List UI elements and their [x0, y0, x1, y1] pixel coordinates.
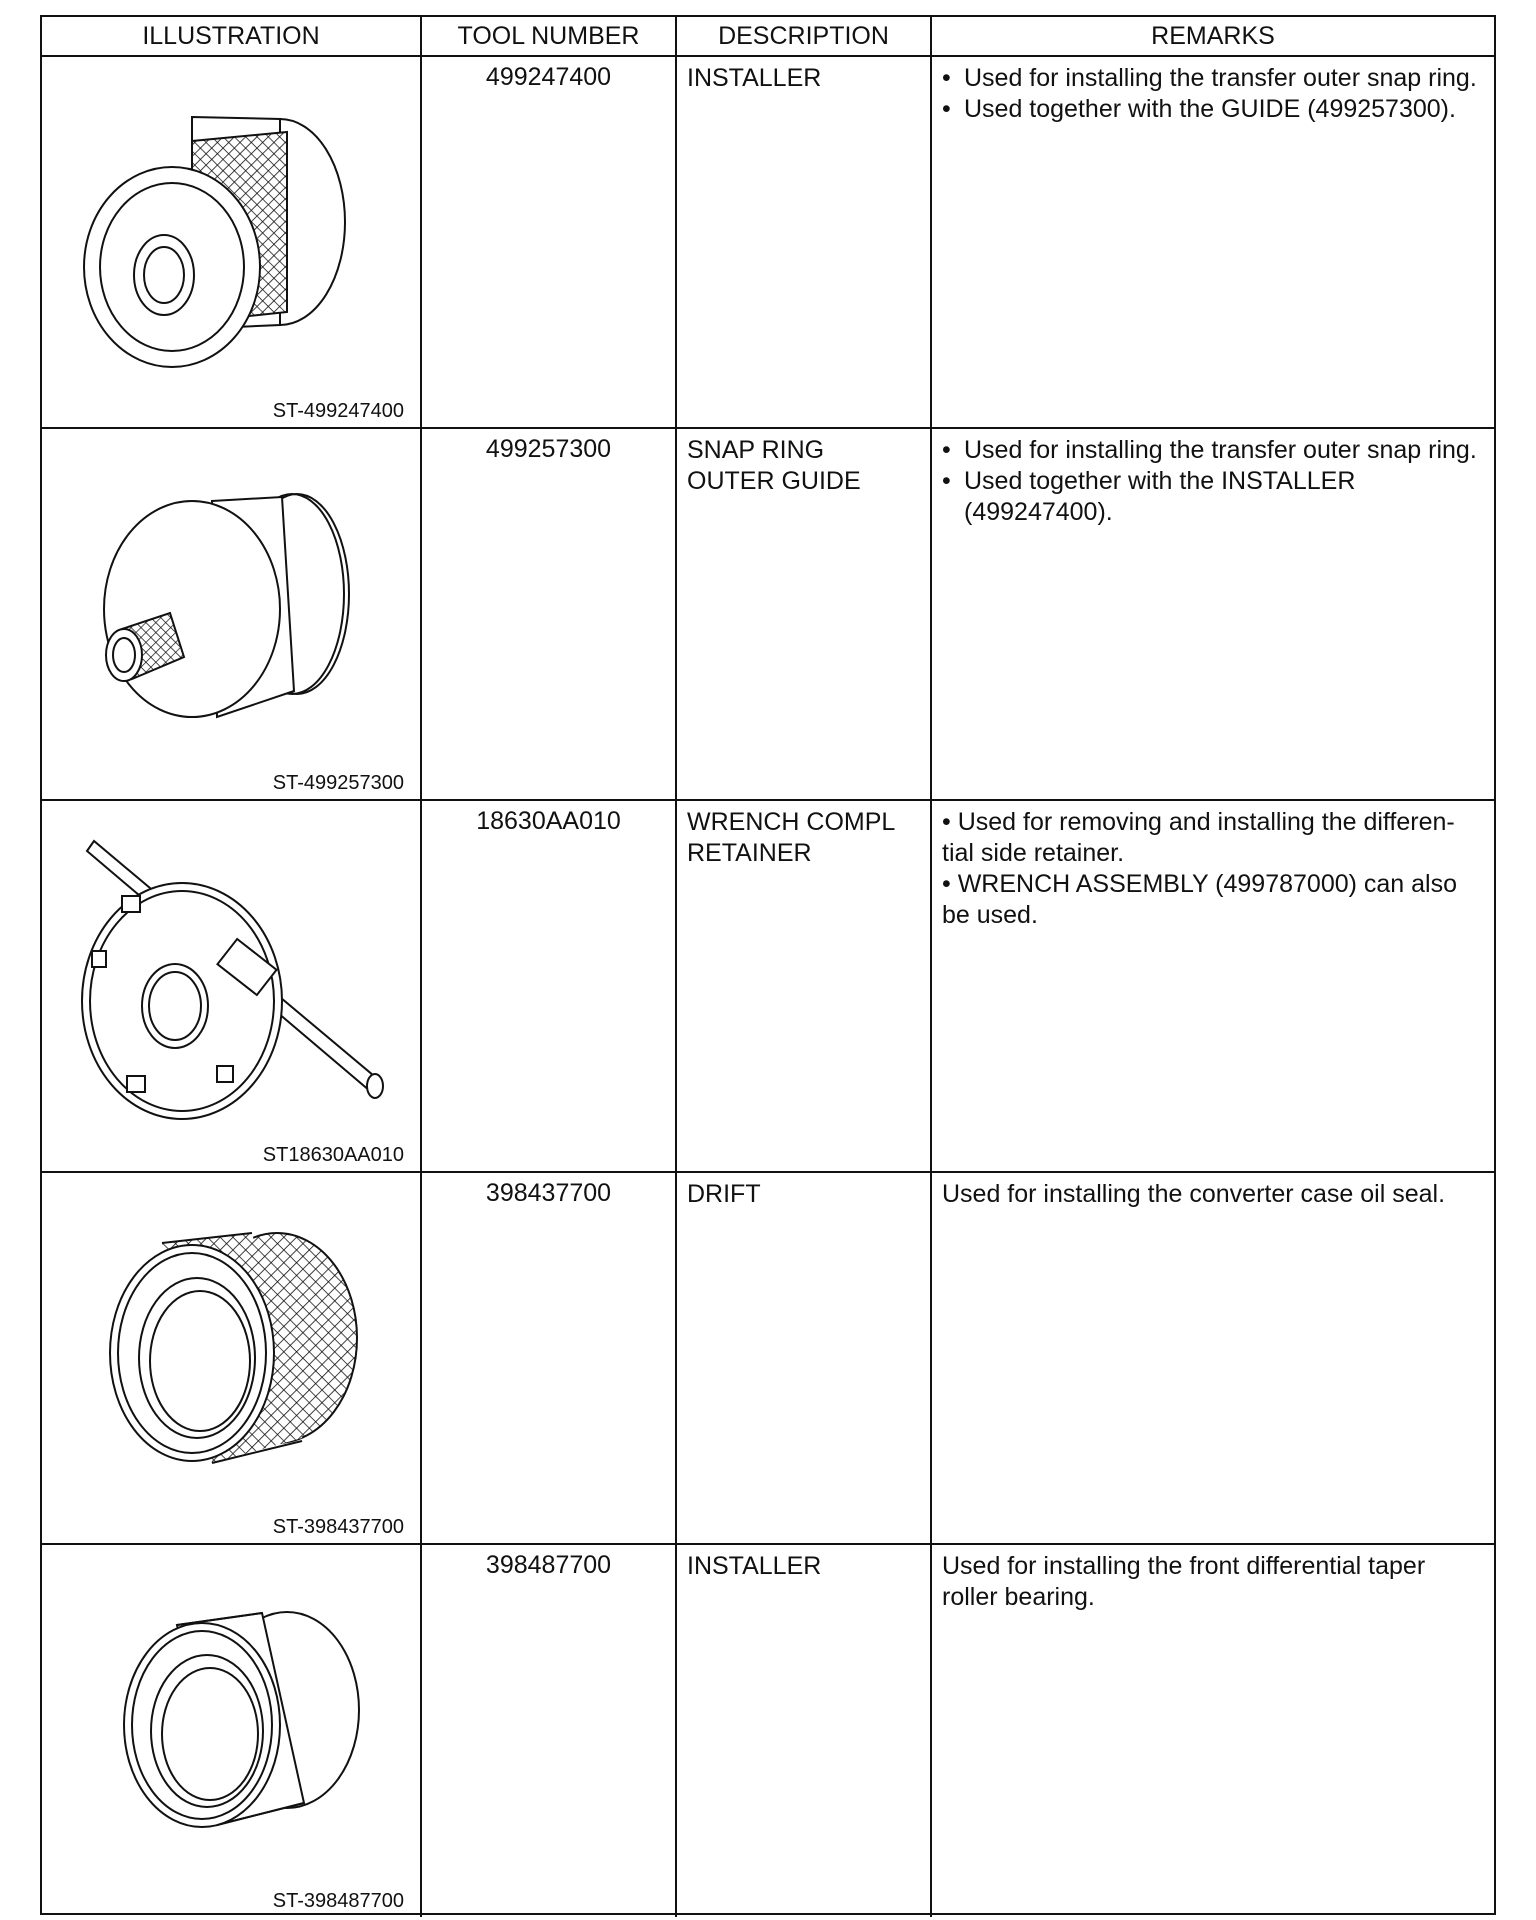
- table-row: [42, 1173, 1494, 1545]
- description-line: RETAINER: [687, 839, 812, 867]
- installer-ring-icon: [42, 1545, 422, 1915]
- tool-remarks: [932, 429, 1494, 799]
- illustration-cell: [42, 57, 422, 427]
- installer-knurled-icon: [42, 57, 422, 427]
- tool-remarks: [932, 801, 1494, 1171]
- retainer-wrench-icon: [42, 801, 422, 1171]
- illustration-cell: [42, 1173, 422, 1543]
- tool-remarks: [932, 1173, 1494, 1543]
- illustration-code: ST-398437700: [272, 1516, 404, 1538]
- header-illustration: ILLUSTRATION: [42, 17, 422, 55]
- tool-number: 398437700: [422, 1173, 677, 1543]
- table-row: [42, 429, 1494, 801]
- table-row: [42, 1545, 1494, 1917]
- tool-remarks: [932, 57, 1494, 427]
- illustration-cell: [42, 429, 422, 799]
- table-row: [42, 57, 1494, 429]
- tool-description: INSTALLER: [677, 1545, 932, 1917]
- tool-description: [677, 429, 932, 799]
- illustration-code: ST-398487700: [272, 1890, 404, 1912]
- header-description: DESCRIPTION: [677, 17, 932, 55]
- illustration-cell: [42, 1545, 422, 1917]
- drift-knurled-ring-icon: [42, 1173, 422, 1543]
- remark-item: • WRENCH ASSEMBLY (499787000) can also be used.: [942, 870, 1458, 929]
- remark-text: Used for installing the front differential taper roller bearing.: [942, 1552, 1426, 1611]
- remark-text: Used for installing the converter case oil seal.: [942, 1180, 1446, 1208]
- tool-description: [677, 801, 932, 1171]
- tool-number: 499247400: [422, 57, 677, 427]
- remark-item: • Used for installing the transfer outer snap ring.: [942, 63, 1486, 94]
- table-row: [42, 801, 1494, 1173]
- remark-item: • Used together with the INSTALLER (499247400).: [942, 466, 1486, 528]
- table-header-row: [42, 17, 1494, 57]
- illustration-cell: [42, 801, 422, 1171]
- tool-number: 499257300: [422, 429, 677, 799]
- tool-number: 18630AA010: [422, 801, 677, 1171]
- tool-description: DRIFT: [677, 1173, 932, 1543]
- tool-number: 398487700: [422, 1545, 677, 1917]
- special-tools-table: [40, 15, 1496, 1915]
- snap-ring-guide-icon: [42, 429, 422, 799]
- description-line: WRENCH COMPL: [687, 808, 896, 836]
- tool-description: INSTALLER: [677, 57, 932, 427]
- remark-item: • Used for installing the transfer outer snap ring.: [942, 435, 1486, 466]
- header-remarks: REMARKS: [1151, 22, 1275, 50]
- illustration-code: ST-499257300: [272, 772, 404, 794]
- header-tool-number: TOOL NUMBER: [422, 17, 677, 55]
- description-line: SNAP RING: [687, 436, 825, 464]
- illustration-code: ST18630AA010: [262, 1144, 404, 1166]
- tool-remarks: [932, 1545, 1494, 1917]
- remark-item: • Used together with the GUIDE (499257300).: [942, 94, 1486, 125]
- remark-item: • Used for removing and installing the differen-tial side retainer.: [942, 808, 1455, 867]
- illustration-code: ST-499247400: [272, 400, 404, 422]
- description-line: OUTER GUIDE: [687, 467, 861, 495]
